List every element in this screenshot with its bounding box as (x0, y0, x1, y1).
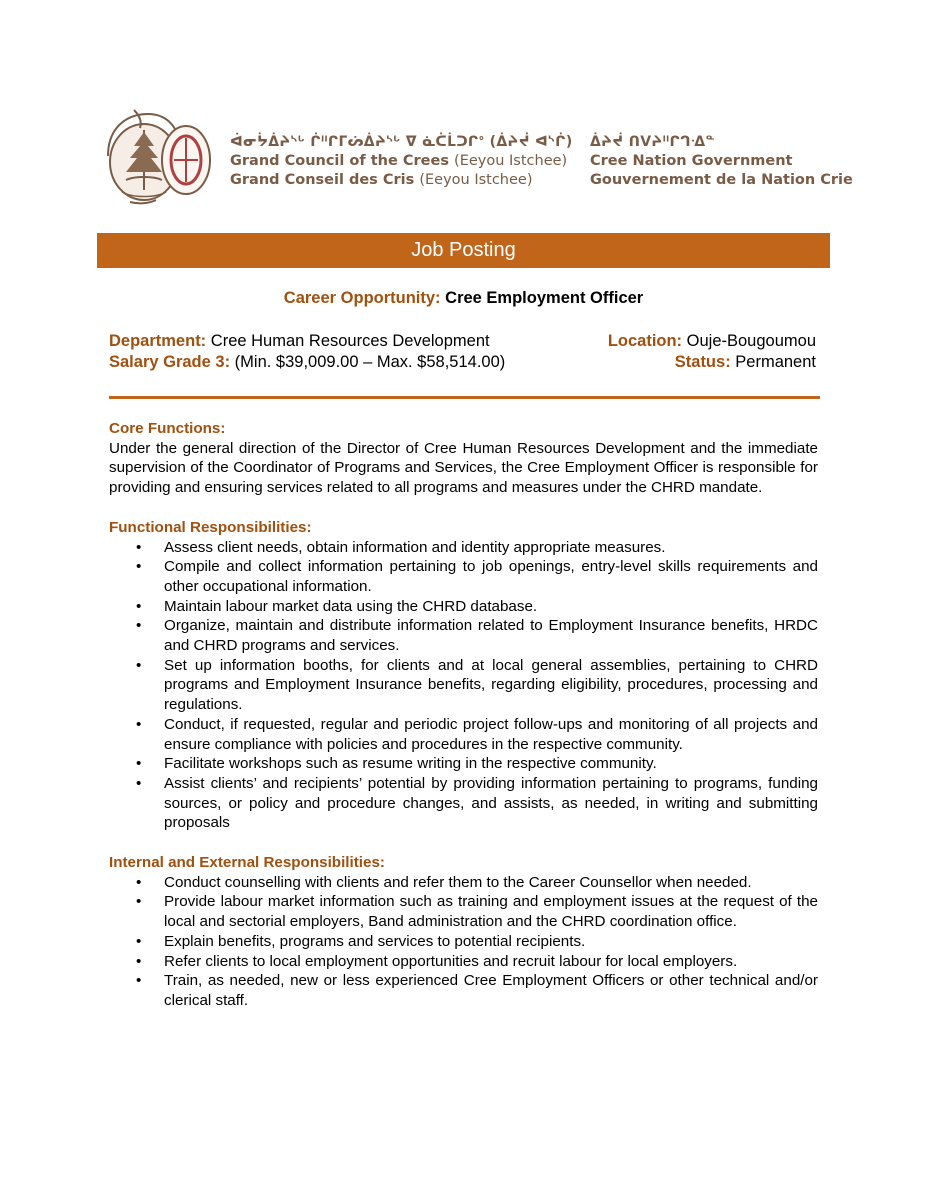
header-right-line1: Cree Nation Government (590, 153, 793, 169)
job-posting-banner: Job Posting (97, 233, 830, 268)
functional-responsibilities-list (109, 538, 818, 834)
career-value: Cree Employment Officer (445, 289, 644, 307)
list-item: • Conduct counselling with clients and refer them to the Career Counsellor when needed. (109, 873, 818, 893)
career-label: Career Opportunity: (283, 289, 441, 307)
salary-value: (Min. $39,009.00 – Max. $58,514.00) (234, 353, 506, 371)
divider (109, 396, 820, 399)
salary-label: Salary Grade 3: (109, 353, 231, 371)
department-value: Cree Human Resources Development (210, 332, 490, 350)
list-item: • Assist clients’ and recipients’ potential by providing information pertaining to programs, funding sources, or policy and procedure changes, and assists, as needed, in writing and submitting proposals (109, 774, 818, 833)
department-label: Department: (109, 332, 207, 350)
header-left-syllabics: ᐋᓂᔮᐄᔨᔅᒡ ᒌᐦᒋᒥᔖᐄᔨᔅᒡ ᐁ ᓈᑖᒫᑐᒋᐤ (ᐄᔨᔫ ᐊᔅᒌ) (230, 134, 573, 150)
list-item: • Conduct, if requested, regular and periodic project follow-ups and monitoring of all projects and ensure compliance with policies and procedures in the respective community. (109, 715, 818, 754)
list-item: • Assess client needs, obtain information and identity appropriate measures. (109, 538, 818, 558)
status-value: Permanent (735, 353, 816, 371)
header-right (590, 133, 853, 190)
internal-external-responsibilities-title: Internal and External Responsibilities: (109, 854, 385, 872)
job-description (109, 419, 818, 1031)
list-item: • Set up information booths, for clients and at local general assemblies, pertaining to CHRD programs and Employment Insurance benefits, regarding eligibility, procedures, processing and regulations. (109, 656, 818, 715)
core-functions-title: Core Functions: (109, 420, 226, 437)
cree-emblem-logo (104, 108, 216, 206)
list-item: • Refer clients to local employment opportunities and recruit labour for local employers. (109, 952, 818, 972)
status-label: Status: (674, 353, 731, 371)
header-left-line2-light: (Eeyou Istchee) (419, 172, 533, 188)
functional-responsibilities-title: Functional Responsibilities: (109, 518, 312, 536)
header-left-line1: Grand Council of the Crees (230, 153, 449, 169)
list-item: • Compile and collect information pertaining to job openings, entry-level skills requirements and other occupational information. (109, 557, 818, 596)
location-value: Ouje-Bougoumou (686, 332, 816, 350)
list-item: • Organize, maintain and distribute information related to Employment Insurance benefits, HRDC and CHRD programs and services. (109, 616, 818, 655)
list-item: • Train, as needed, new or less experienced Cree Employment Officers or other technical and/or clerical staff. (109, 971, 818, 1010)
header-right-line2: Gouvernement de la Nation Crie (590, 172, 853, 188)
header-left (230, 133, 573, 190)
header-right-syllabics: ᐄᔨᔫ ᑎᐯᔨᐦᒋᒉᐎᓐ (590, 134, 715, 150)
list-item: • Explain benefits, programs and services to potential recipients. (109, 932, 818, 952)
career-opportunity (97, 289, 830, 308)
header-left-line1-light: (Eeyou Istchee) (454, 153, 568, 169)
job-info-left (109, 331, 505, 373)
header-left-line2: Grand Conseil des Cris (230, 172, 415, 188)
internal-external-responsibilities-list (109, 873, 818, 1011)
list-item: • Provide labour market information such as training and employment issues at the request of the local and sectorial employers, Band administration and the CHRD coordination office. (109, 892, 818, 931)
job-info-right (608, 331, 816, 373)
list-item: • Facilitate workshops such as resume writing in the respective community. (109, 754, 818, 774)
location-label: Location: (607, 332, 683, 350)
list-item: • Maintain labour market data using the CHRD database. (109, 597, 818, 617)
core-functions-text: Under the general direction of the Director of Cree Human Resources Development and the immediate supervision of the Coordinator of Programs and Services, the Cree Employment Officer is responsible for providing and ensuring services related to all programs and measures under the CHRD mandate. (109, 439, 818, 497)
